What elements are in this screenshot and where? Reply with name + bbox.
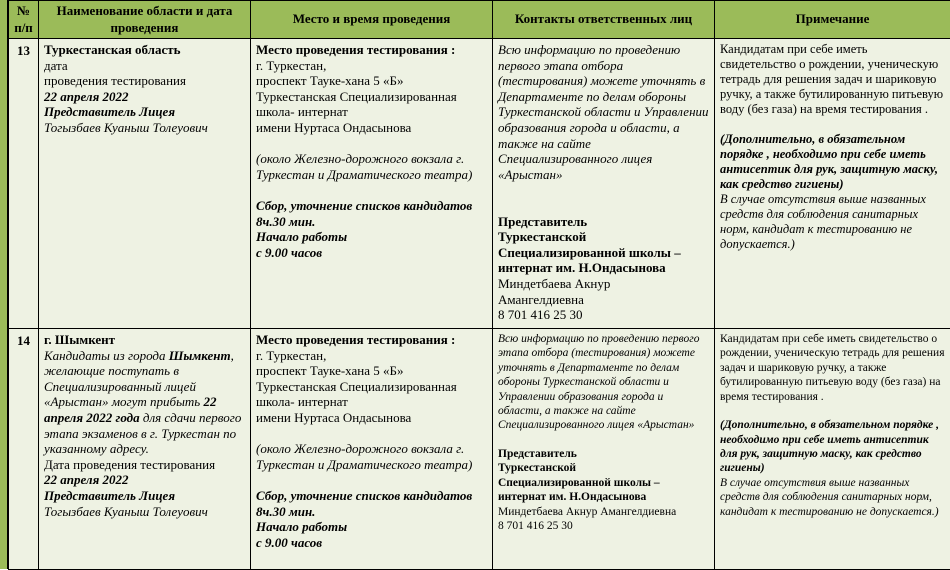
text-run: Шымкент	[169, 348, 231, 363]
row14-contacts-cell	[493, 329, 715, 570]
text-run: Специализированной школы – интернат им. Н.Ондасынова	[498, 477, 660, 503]
header-number: № п/п	[9, 1, 39, 39]
cell-paragraph	[256, 136, 487, 152]
text-run: г. Туркестан,	[256, 58, 326, 73]
text-run: Сбор, уточнение списков кандидатов 8ч.30 мин.	[256, 198, 472, 229]
cell-paragraph	[498, 229, 709, 245]
cell-paragraph	[256, 245, 487, 261]
text-run: Кандидатам при себе иметь свидетельство о рождении, ученическую тетрадь для решения задач и шариковую ручку, а также бутилированную питьевую воду (без газа) на время тестирования .	[720, 333, 944, 403]
cell-paragraph	[256, 363, 487, 379]
text-run: Дата проведения тестирования	[44, 457, 215, 472]
row13-notes-cell	[715, 39, 950, 329]
text-run: Представитель Лицея	[44, 104, 175, 119]
text-run: 22 апреля 2022	[44, 89, 129, 104]
text-run: Место проведения тестирования :	[256, 332, 455, 347]
text-run: В случае отсутствия выше названных средств для соблюдения санитарных норм, кандидат к тестированию не допускается.)	[720, 192, 926, 251]
text-run: Тогызбаев Куаныш Толеуович	[44, 504, 208, 519]
cell-paragraph	[498, 519, 709, 533]
text-run: с 9.00 часов	[256, 535, 322, 550]
text-run: (около Железно-дорожного вокзала г. Туркестан и Драматического театра)	[256, 441, 472, 472]
text-run: Начало работы	[256, 229, 347, 244]
cell-paragraph	[256, 410, 487, 426]
text-run: Кандидатам при себе иметь свидетельство о рождении, ученическую тетрадь для решения задач и шариковую ручку, а также бутилированную питьевую воду (без газа) на время тестирования .	[720, 42, 943, 116]
text-run: Туркестанской	[498, 229, 586, 244]
cell-paragraph	[44, 488, 245, 504]
text-run: Амангелдиевна	[498, 292, 584, 307]
cell-paragraph	[256, 73, 487, 89]
text-run: Специализированной школы – интернат им. Н.Ондасынова	[498, 245, 681, 276]
schedule-table	[8, 0, 950, 570]
cell-paragraph	[256, 488, 487, 519]
text-run: Туркестанская Специализированная школа- интернат	[256, 379, 457, 410]
header-region-date: Наименование области и дата проведения	[39, 1, 251, 39]
cell-paragraph	[256, 151, 487, 182]
row13-number-cell: 13	[9, 39, 39, 329]
text-run: имени Нуртаса Ондасынова	[256, 120, 411, 135]
cell-paragraph	[44, 457, 245, 473]
cell-paragraph	[498, 307, 709, 323]
text-run: 22 апреля 2022 года	[44, 394, 216, 425]
cell-paragraph	[256, 182, 487, 198]
text-run: 22 апреля 2022	[44, 472, 129, 487]
text-run: 8 701 416 25 30	[498, 520, 573, 532]
text-run: Место проведения тестирования :	[256, 42, 455, 57]
text-run: Всю информацию по проведению первого этапа отбора (тестирования) можете уточнять в Департаменте по делам обороны Туркестанской области и Управлении образования города и области, а также на сайте Специализированного лицея «Арыстан»	[498, 333, 699, 431]
cell-paragraph	[256, 379, 487, 410]
text-run: дата	[44, 58, 68, 73]
cell-paragraph	[256, 198, 487, 229]
cell-paragraph	[44, 104, 245, 120]
cell-paragraph	[44, 332, 245, 348]
text-run: Представитель	[498, 214, 587, 229]
cell-paragraph	[498, 276, 709, 292]
text-run: для сдачи первого этапа экзаменов в г. Туркестан по указанному адресу.	[44, 410, 241, 456]
cell-paragraph	[498, 198, 709, 214]
table-header-row	[9, 1, 950, 39]
cell-paragraph	[256, 58, 487, 74]
cell-paragraph	[498, 505, 709, 519]
text-run: г. Туркестан,	[256, 348, 326, 363]
cell-paragraph	[256, 426, 487, 442]
cell-paragraph	[498, 332, 709, 433]
table-row	[9, 329, 950, 570]
text-run: В случае отсутствия выше названных средств для соблюдения санитарных норм, кандидат к тестированию не допускается.)	[720, 477, 939, 518]
cell-paragraph	[256, 229, 487, 245]
cell-paragraph	[720, 42, 945, 117]
text-run: проспект Тауке-хана 5 «Б»	[256, 73, 403, 88]
text-run: , желающие поступать в Специализированный лицей «Арыстан» могут прибыть	[44, 348, 234, 410]
text-run: (около Железно-дорожного вокзала г. Туркестан и Драматического театра)	[256, 151, 472, 182]
header-contacts: Контакты ответственных лиц	[493, 1, 715, 39]
text-run: Туркестанская область	[44, 42, 181, 57]
row14-region-cell	[39, 329, 251, 570]
cell-paragraph	[720, 332, 945, 404]
row14-number-cell: 14	[9, 329, 39, 570]
text-run: Сбор, уточнение списков кандидатов 8ч.30 мин.	[256, 488, 472, 519]
text-run: Миндетбаева Акнур Амангелдиевна	[498, 506, 676, 518]
table-row	[9, 39, 950, 329]
text-run: 8 701 416 25 30	[498, 307, 583, 322]
cell-paragraph	[720, 404, 945, 418]
cell-paragraph	[256, 120, 487, 136]
cell-paragraph	[44, 348, 245, 457]
text-run: проведения тестирования	[44, 73, 186, 88]
text-run: Представитель	[498, 448, 577, 460]
row14-notes-cell	[715, 329, 950, 570]
cell-paragraph	[256, 332, 487, 348]
text-run: проспект Тауке-хана 5 «Б»	[256, 363, 403, 378]
text-run: Миндетбаева Акнур	[498, 276, 610, 291]
cell-paragraph	[256, 519, 487, 535]
cell-paragraph	[256, 472, 487, 488]
text-run: Представитель Лицея	[44, 488, 175, 503]
cell-paragraph	[44, 42, 245, 58]
cell-paragraph	[498, 42, 709, 182]
cell-paragraph	[498, 433, 709, 447]
header-notes: Примечание	[715, 1, 950, 39]
cell-paragraph	[256, 89, 487, 120]
cell-paragraph	[498, 292, 709, 308]
cell-paragraph	[256, 42, 487, 58]
cell-paragraph	[498, 182, 709, 198]
cell-paragraph	[720, 192, 945, 252]
cell-paragraph	[720, 117, 945, 132]
text-run: Туркестанская Специализированная школа- интернат	[256, 89, 457, 120]
text-run: Тогызбаев Куаныш Толеуович	[44, 120, 208, 135]
cell-paragraph	[44, 73, 245, 89]
row14-venue-cell	[251, 329, 493, 570]
cell-paragraph	[498, 461, 709, 475]
row13-region-cell	[39, 39, 251, 329]
text-run: с 9.00 часов	[256, 245, 322, 260]
cell-paragraph	[44, 89, 245, 105]
text-run: Всю информацию по проведению первого этапа отбора (тестирования) можете уточнять в Департаменте по делам обороны Туркестанской области и Управлении образования города и области, а также на сайте Специализированного лицея «Арыстан»	[498, 42, 709, 182]
cell-paragraph	[44, 472, 245, 488]
cell-paragraph	[720, 418, 945, 476]
text-run: г. Шымкент	[44, 332, 115, 347]
cell-paragraph	[498, 245, 709, 276]
cell-paragraph	[44, 504, 245, 520]
header-place-time: Место и время проведения	[251, 1, 493, 39]
cell-paragraph	[256, 535, 487, 551]
cell-paragraph	[256, 348, 487, 364]
cell-paragraph	[498, 447, 709, 461]
cell-paragraph	[498, 476, 709, 505]
cell-paragraph	[720, 476, 945, 519]
text-run: имени Нуртаса Ондасынова	[256, 410, 411, 425]
text-run: (Дополнительно, в обязательном порядке , необходимо при себе иметь антисептик для рук, защитную маску, как средство гигиены)	[720, 132, 938, 191]
text-run: Кандидаты из города	[44, 348, 169, 363]
cell-paragraph	[498, 214, 709, 230]
row13-contacts-cell	[493, 39, 715, 329]
text-run: Туркестанской	[498, 462, 576, 474]
cell-paragraph	[256, 441, 487, 472]
text-run: Начало работы	[256, 519, 347, 534]
row13-venue-cell	[251, 39, 493, 329]
page-left-accent-strip	[0, 0, 8, 569]
cell-paragraph	[44, 120, 245, 136]
cell-paragraph	[720, 132, 945, 192]
cell-paragraph	[44, 58, 245, 74]
text-run: (Дополнительно, в обязательном порядке , необходимо при себе иметь антисептик для рук, защитную маску, как средство гигиены)	[720, 419, 939, 474]
